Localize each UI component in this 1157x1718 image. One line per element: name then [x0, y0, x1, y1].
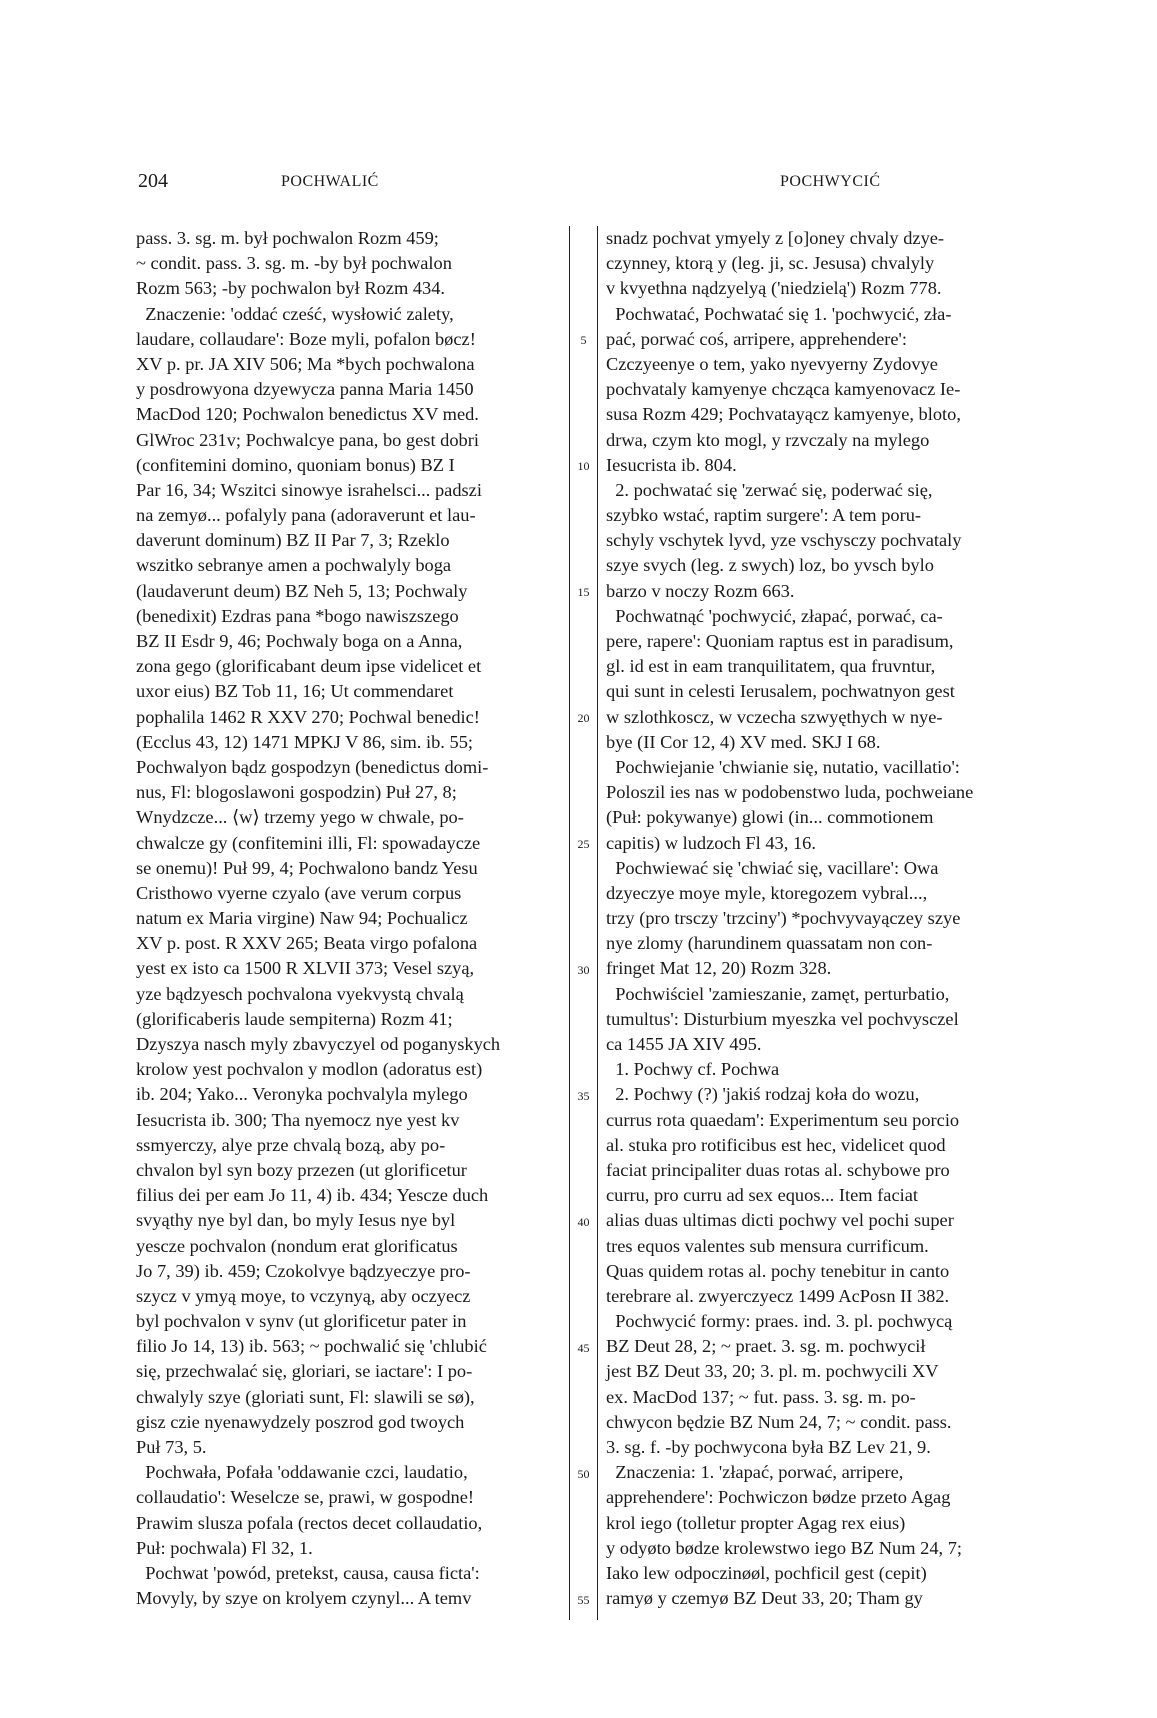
text-line: byl pochvalon v synv (ut glorificetur pater in: [136, 1311, 467, 1332]
line-number: 40: [577, 1214, 590, 1229]
text-line: tumultus': Disturbium myeszka vel pochvysczel: [606, 1008, 959, 1029]
text-line: się, przechwalać się, gloriari, se iactare': I po-: [136, 1361, 473, 1382]
text-line: y odyøto bødze krolewstwo iego BZ Num 24, 7;: [606, 1537, 963, 1558]
text-line: faciat principaliter duas rotas al. schybowe pro: [606, 1159, 950, 1180]
text-line: na zemyø... pofalyly pana (adoraverunt et lau-: [136, 505, 476, 526]
text-line: pophalila 1462 R XXV 270; Pochwal benedic!: [136, 706, 480, 727]
text-line: pochvataly kamyenye chcząca kamyenovacz Ie-: [606, 379, 961, 400]
text-line: bye (II Cor 12, 4) XV med. SKJ I 68.: [606, 731, 881, 752]
text-line: yze bądzyesch pochvalona vyekvystą chvalą: [136, 983, 464, 1004]
text-line: Znaczenia: 1. 'złapać, porwać, arripere,: [606, 1462, 904, 1483]
text-line: Puł: pochwala) Fl 32, 1.: [136, 1537, 313, 1558]
line-number: 45: [577, 1340, 590, 1355]
text-line: XV p. pr. JA XIV 506; Ma *bych pochwalona: [136, 353, 475, 374]
text-line: susa Rozm 429; Pochvatayącz kamyenye, bloto,: [606, 404, 961, 425]
text-line: Puł 73, 5.: [136, 1437, 207, 1457]
right-text-column: [606, 226, 1018, 1611]
text-line: Pochwiejanie 'chwianie się, nutatio, vacillatio':: [606, 756, 960, 777]
text-line: terebrare al. zwyerczyecz 1499 AcPosn II 382.: [606, 1285, 950, 1306]
text-line: natum ex Maria virgine) Naw 94; Pochualicz: [136, 908, 468, 929]
text-line: al. stuka pro rotificibus est hec, videlicet quod: [606, 1134, 946, 1155]
text-line: Movyly, by szye on krolyem czynyl... A temv: [136, 1588, 472, 1609]
line-number: 50: [577, 1466, 590, 1481]
text-line: Wnydzcze... ⟨w⟩ trzemy yego w chwale, po-: [136, 807, 464, 828]
line-number: 30: [577, 962, 590, 977]
text-line: snadz pochvat ymyely z [o]oney chvaly dzye-: [606, 228, 945, 248]
text-line: Pochwalyon bądz gospodzyn (benedictus domi-: [136, 756, 489, 777]
text-line: barzo v noczy Rozm 663.: [606, 580, 795, 601]
text-line: ~ condit. pass. 3. sg. m. -by był pochwalon: [136, 253, 452, 274]
text-line: Iesucrista ib. 300; Tha nyemocz nye yest kv: [136, 1109, 460, 1130]
text-line: Iako lew odpoczinøøl, pochficil gest (cepit): [606, 1562, 927, 1583]
text-line: apprehendere': Pochwiczon bødze przeto Agag: [606, 1487, 951, 1508]
line-number: 25: [577, 836, 590, 851]
text-line: Jo 7, 39) ib. 459; Czokolvye bądzyeczye pro-: [136, 1260, 471, 1281]
text-line: jest BZ Deut 33, 20; 3. pl. m. pochwycili XV: [606, 1361, 939, 1382]
text-line: ramyø y czemyø BZ Deut 33, 20; Tham gy: [606, 1588, 923, 1609]
page-number: 204: [138, 170, 168, 192]
text-line: Prawim slusza pofala (rectos decet collaudatio,: [136, 1512, 483, 1533]
text-line: Pochwiewać się 'chwiać się, vacillare': Owa: [606, 857, 939, 878]
text-line: curru, pro curru ad sex equos... Item faciat: [606, 1185, 919, 1206]
text-line: Znaczenie: 'oddać cześć, wysłowić zalety,: [136, 303, 454, 324]
text-line: krolow yest pochvalon y modlon (adoratus est): [136, 1059, 483, 1080]
text-line: 2. Pochwy (?) 'jakiś rodzaj koła do wozu,: [606, 1084, 920, 1105]
text-line: szybko wstać, raptim surgere': A tem poru-: [606, 505, 922, 526]
text-line: gl. id est in eam tranquilitatem, qua fruvntur,: [606, 656, 936, 677]
text-line: yest ex isto ca 1500 R XLVII 373; Vesel szyą,: [136, 958, 475, 979]
column-rule-right: [597, 226, 598, 1620]
text-line: Pochwat 'powód, pretekst, causa, causa ficta':: [136, 1562, 480, 1583]
text-line: trzy (pro trsczy 'trzciny') *pochvyvayączey szye: [606, 908, 961, 929]
text-line: collaudatio': Weselcze se, prawi, w gospodne!: [136, 1487, 475, 1508]
text-line: se onemu)! Puł 99, 4; Pochwalono bandz Yesu: [136, 857, 478, 878]
text-line: Pochwiściel 'zamieszanie, zamęt, perturbatio,: [606, 983, 950, 1004]
text-line: capitis) w ludzoch Fl 43, 16.: [606, 832, 816, 853]
left-text-column: [136, 226, 548, 1611]
text-line: schyly vschytek lyvd, yze vschysczy pochvataly: [606, 530, 962, 551]
text-line: Pochwatnąć 'pochwycić, złapać, porwać, ca-: [606, 605, 943, 626]
page-header: [138, 170, 958, 200]
line-number: 35: [577, 1088, 590, 1103]
text-line: chwycon będzie BZ Num 24, 7; ~ condit. pass.: [606, 1411, 952, 1432]
text-line: filius dei per eam Jo 11, 4) ib. 434; Yescze duch: [136, 1185, 489, 1206]
running-head-left: POCHWALIĆ: [281, 173, 379, 190]
text-line: Pochwycić formy: praes. ind. 3. pl. pochwycą: [606, 1311, 953, 1332]
text-line: alias duas ultimas dicti pochwy vel pochi super: [606, 1210, 954, 1231]
text-line: svyąthy nye byl dan, bo myly Iesus nye byl: [136, 1210, 456, 1231]
text-line: y posdrowyona dzyewycza panna Maria 1450: [136, 379, 474, 400]
text-line: chwalcze gy (confitemini illi, Fl: spowadaycze: [136, 832, 481, 853]
running-head-right: POCHWYCIĆ: [780, 173, 881, 190]
text-line: pać, porwać coś, arripere, apprehendere':: [606, 328, 907, 349]
text-line: daverunt dominum) BZ II Par 7, 3; Rzeklo: [136, 530, 450, 551]
text-line: zona gego (glorificabant deum ipse videlicet et: [136, 656, 482, 677]
text-line: nus, Fl: blogoslawoni gospodzin) Puł 27, 8;: [136, 782, 457, 803]
text-line: nye zlomy (harundinem quassatam non con-: [606, 933, 933, 954]
text-line: currus rota quaedam': Experimentum seu porcio: [606, 1109, 960, 1130]
text-line: GlWroc 231v; Pochwalcye pana, bo gest dobri: [136, 429, 479, 450]
text-line: Rozm 563; -by pochwalon był Rozm 434.: [136, 278, 446, 299]
line-number: 20: [577, 710, 590, 725]
text-line: (laudaverunt deum) BZ Neh 5, 13; Pochwaly: [136, 580, 468, 601]
text-line: filio Jo 14, 13) ib. 563; ~ pochwalić się 'chlubić: [136, 1336, 487, 1357]
text-line: laudare, collaudare': Boze myli, pofalon bøcz!: [136, 328, 476, 349]
text-line: 2. pochwatać się 'zerwać się, poderwać się,: [606, 479, 933, 500]
text-line: (benedixit) Ezdras pana *bogo nawiszszego: [136, 605, 459, 626]
text-line: szycz v ymyą moye, to vczynyą, aby oczyecz: [136, 1285, 471, 1306]
text-line: Pochwatać, Pochwatać się 1. 'pochwycić, zła-: [606, 303, 952, 324]
text-line: Iesucrista ib. 804.: [606, 454, 737, 475]
text-line: ex. MacDod 137; ~ fut. pass. 3. sg. m. po-: [606, 1386, 916, 1407]
text-line: Czczyeenye o tem, yako nyevyerny Zydovye: [606, 353, 938, 374]
text-line: chwalyly szye (gloriati sunt, Fl: slawili se sø),: [136, 1386, 475, 1407]
text-line: wszitko sebranye amen a pochwalyly boga: [136, 555, 452, 576]
text-line: qui sunt in celesti Ierusalem, pochwatnyon gest: [606, 681, 955, 702]
text-line: szye svych (leg. z swych) loz, bo yvsch bylo: [606, 555, 934, 576]
text-line: dzyeczye moye myle, ktoregozem vybral...,: [606, 882, 928, 903]
text-line: Cristhowo vyerne czyalo (ave verum corpus: [136, 882, 462, 903]
text-line: tres equos valentes sub mensura currificum.: [606, 1235, 929, 1256]
line-number: 10: [577, 458, 590, 473]
text-line: fringet Mat 12, 20) Rozm 328.: [606, 958, 832, 979]
text-line: MacDod 120; Pochwalon benedictus XV med.: [136, 404, 479, 425]
text-line: ssmyerczy, alye prze chvalą bozą, aby po-: [136, 1134, 446, 1155]
text-line: Dzyszya nasch myly zbavyczyel od poganyskych: [136, 1034, 501, 1054]
text-line: (Puł: pokywanye) glowi (in... commotionem: [606, 807, 934, 828]
line-number: 15: [577, 584, 590, 599]
text-line: (Ecclus 43, 12) 1471 MPKJ V 86, sim. ib. 55;: [136, 731, 474, 752]
text-line: czynney, ktorą y (leg. ji, sc. Jesusa) chvalyly: [606, 253, 935, 274]
text-line: Pochwała, Pofała 'oddawanie czci, laudatio,: [136, 1462, 468, 1483]
text-line: v kvyethna nądzyelyą ('niedzielą') Rozm 778.: [606, 278, 942, 299]
line-number: 5: [580, 332, 587, 347]
text-line: (glorificaberis laude sempiterna) Rozm 41;: [136, 1008, 453, 1029]
text-line: pass. 3. sg. m. był pochwalon Rozm 459;: [136, 228, 439, 248]
text-line: BZ Deut 28, 2; ~ praet. 3. sg. m. pochwycił: [606, 1336, 926, 1357]
text-line: Quas quidem rotas al. pochy tenebitur in canto: [606, 1260, 950, 1281]
text-line: Poloszil ies nas w podobenstwo luda, pochweiane: [606, 782, 974, 803]
text-line: w szlothkoscz, w vczecha szwyęthych w nye-: [606, 706, 943, 727]
text-line: krol iego (tolletur propter Agag rex eius): [606, 1512, 906, 1533]
text-line: (confitemini domino, quoniam bonus) BZ I: [136, 454, 455, 475]
line-number: 55: [577, 1592, 590, 1607]
text-line: ca 1455 JA XIV 495.: [606, 1034, 762, 1054]
column-rule-left: [569, 226, 570, 1620]
text-line: chvalon byl syn bozy przezen (ut glorificetur: [136, 1159, 467, 1180]
text-line: yescze pochvalon (nondum erat glorificatus: [136, 1235, 458, 1256]
text-line: Par 16, 34; Wszitci sinowye israhelsci... padszi: [136, 479, 482, 500]
text-line: 1. Pochwy cf. Pochwa: [606, 1059, 780, 1080]
text-line: 3. sg. f. -by pochwycona była BZ Lev 21, 9.: [606, 1437, 931, 1457]
text-line: uxor eius) BZ Tob 11, 16; Ut commendaret: [136, 681, 454, 702]
text-line: drwa, czym kto mogl, y rzvczaly na mylego: [606, 429, 930, 450]
text-line: gisz czie nyenawydzely poszrod god twoych: [136, 1411, 465, 1432]
text-line: XV p. post. R XXV 265; Beata virgo pofalona: [136, 933, 478, 954]
text-line: ib. 204; Yako... Veronyka pochvalyla mylego: [136, 1084, 468, 1105]
text-line: pere, rapere': Quoniam raptus est in paradisum,: [606, 631, 954, 651]
text-line: BZ II Esdr 9, 46; Pochwaly boga on a Anna,: [136, 631, 463, 651]
